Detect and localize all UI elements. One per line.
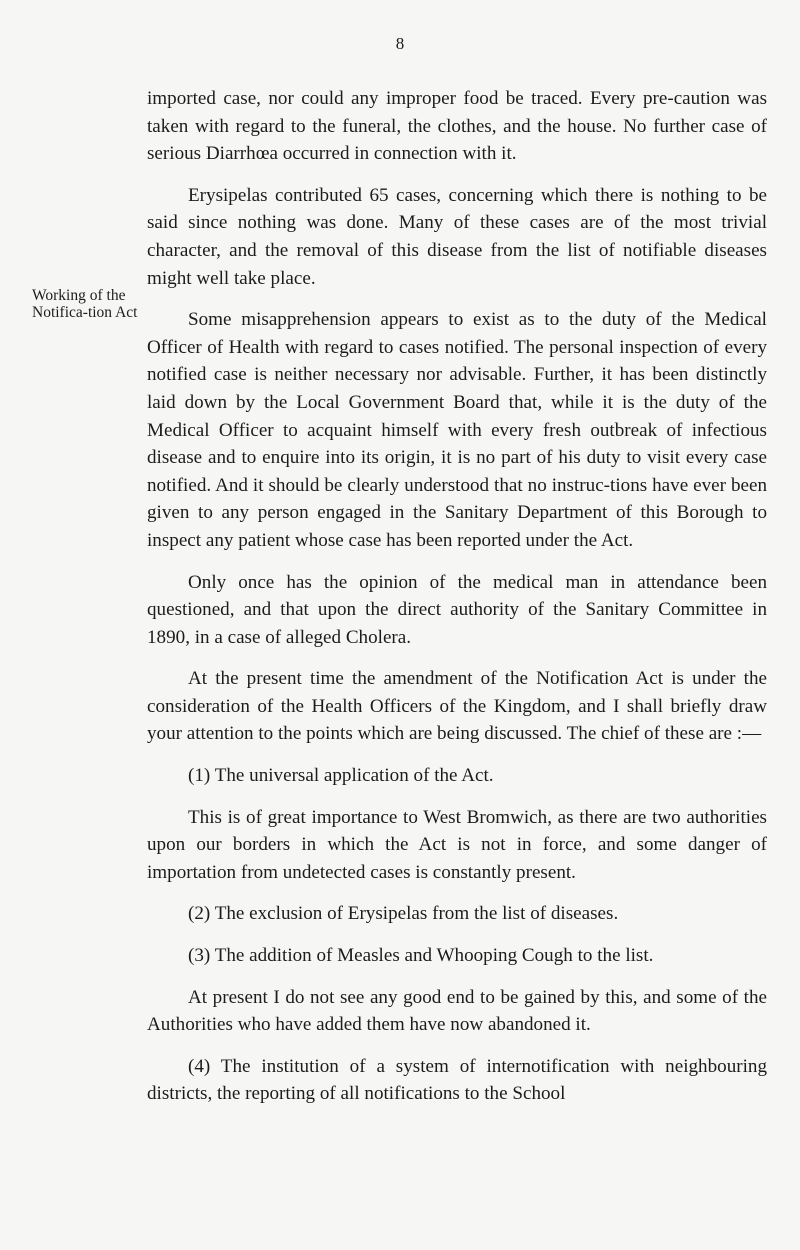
paragraph-opinion: Only once has the opinion of the medical man in attendance been questioned, and that upon the direct authority of the Sanitary Committee in 1890, in a case of alleged Cholera.	[147, 571, 767, 648]
paragraph-at-present: At present I do not see any good end to be gained by this, and some of the Authorities who have added them have now abandoned it.	[147, 986, 767, 1036]
paragraph-erysipelas: Erysipelas contributed 65 cases, concerning which there is nothing to be said since nothing was done. Many of these cases are of the most trivial character, and the removal of this disease from the list of notifiable diseases might well take place.	[147, 184, 767, 289]
list-item-3: (3) The addition of Measles and Whooping Cough to the list.	[188, 945, 654, 967]
list-item-4: (4) The institution of a system of internotification with neighbouring districts, the reporting of all notifications to the School	[147, 1055, 767, 1105]
paragraph-continued: imported case, nor could any improper food be traced. Every pre-caution was taken with regard to the funeral, the clothes, and the house. No further case of serious Diarrhœa occurred in connection with it.	[147, 88, 767, 165]
margin-note: Working of the Notifica-tion Act	[32, 287, 138, 321]
list-item-1: (1) The universal application of the Act.	[188, 765, 494, 787]
list-item-2: (2) The exclusion of Erysipelas from the list of diseases.	[188, 903, 619, 925]
paragraph-amendment: At the present time the amendment of the Notification Act is under the consideration of the Health Officers of the Kingdom, and I shall briefly draw your attention to the points which are being discussed. The chief of these are :—	[147, 668, 767, 745]
page-number: 8	[395, 34, 405, 53]
paragraph-west-bromwich: This is of great importance to West Bromwich, as there are two authorities upon our borders in which the Act is not in force, and some danger of importation from undetected cases is constantly present.	[147, 806, 767, 883]
body-text	[147, 85, 767, 1122]
paragraph-misapprehension: Some misapprehension appears to exist as to the duty of the Medical Officer of Health with regard to cases notified. The personal inspection of every notified case is neither necessary nor advisable. Further, it has been distinctly laid down by the Local Government Board that, while it is the duty of the Medical Officer to acquaint himself with every fresh outbreak of infectious disease and to enquire into its origin, it is no part of his duty to visit every case notified. And it should be clearly understood that no instruc-tions have ever been given to any person engaged in the Sanitary Department of this Borough to inspect any patient whose case has been reported under the Act.	[147, 309, 767, 551]
